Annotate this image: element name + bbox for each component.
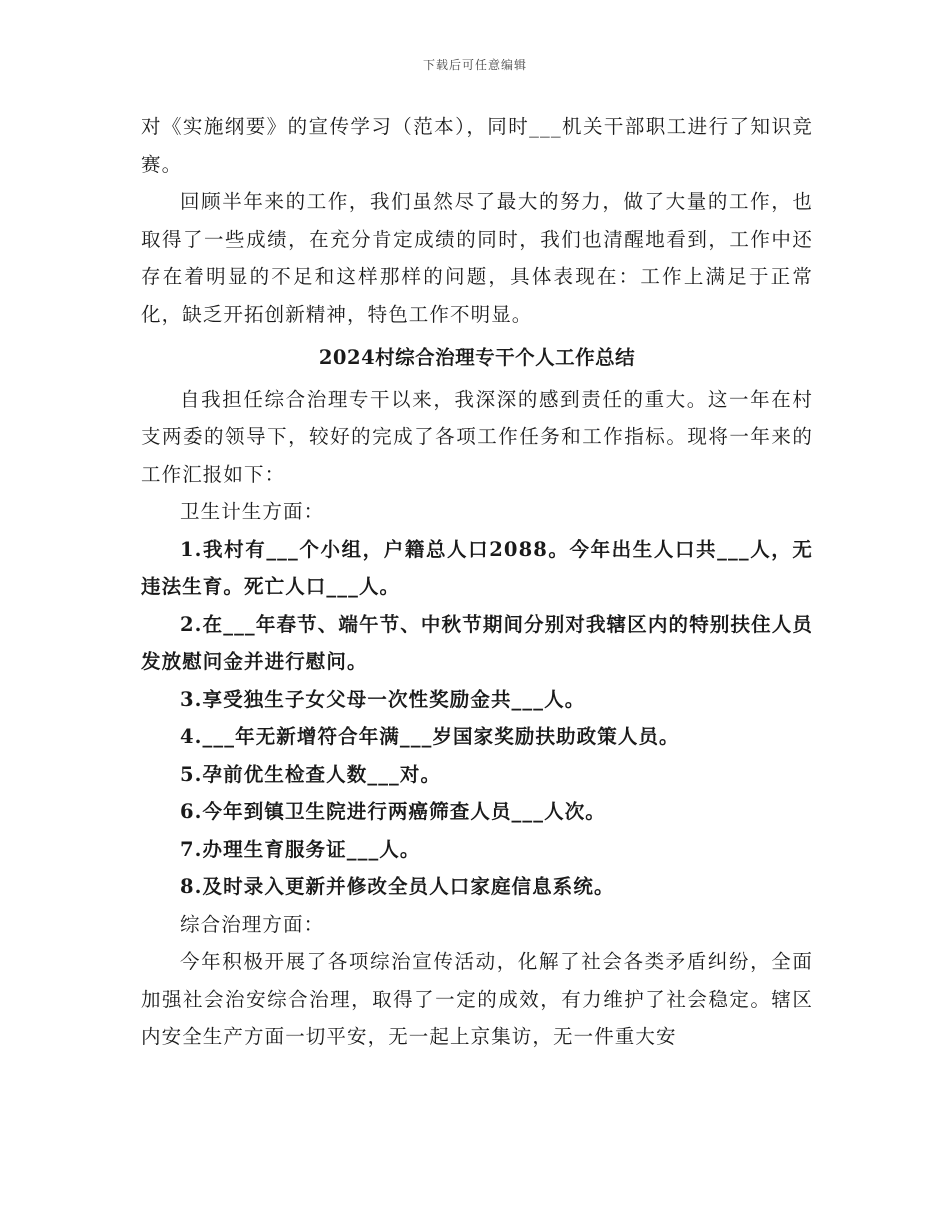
header-note: 下载后可任意编辑 [422, 58, 527, 72]
health-item: 3.享受独生子女父母一次性奖励金共___人。 [180, 687, 586, 711]
paragraph-intro: 自我担任综合治理专干以来，我深深的感到责任的重大。这一年在村支两委的领导下，较好的完成了各项工作任务和工作指标。现将一年来的工作汇报如下： [141, 387, 813, 486]
governance-heading: 综合治理方面： [180, 912, 325, 936]
health-item: 8.及时录入更新并修改全员人口家庭信息系统。 [180, 875, 615, 898]
paragraph-review: 回顾半年来的工作，我们虽然尽了最大的努力，做了大量的工作，也取得了一些成绩，在充分肯定成绩的同时，我们也清醒地看到，工作中还存在着明显的不足和这样那样的问题，具体表现在：工作上满足于正常化，缺乏开拓创新精神，特色工作不明显。 [141, 190, 813, 326]
health-heading: 卫生计生方面： [180, 500, 325, 523]
health-item: 1.我村有___个小组，户籍总人口2088。今年出生人口共___人，无违法生育。死亡人口___人。 [141, 537, 813, 598]
health-item: 6.今年到镇卫生院进行两癌筛查人员___人次。 [180, 800, 606, 823]
section-title: 2024村综合治理专干个人工作总结 [318, 346, 636, 369]
document-body [141, 108, 813, 1056]
health-item: 2.在___年春节、端午节、中秋节期间分别对我辖区内的特别扶住人员发放慰问金并进行慰问。 [141, 612, 813, 673]
health-item: 5.孕前优生检查人数___对。 [180, 762, 442, 786]
health-item: 7.办理生育服务证___人。 [180, 837, 421, 861]
paragraph-continuation: 对《实施纲要》的宣传学习（范本），同时___机关干部职工进行了知识竞赛。 [141, 115, 813, 176]
paragraph-governance: 今年积极开展了各项综治宣传活动，化解了社会各类矛盾纠纷，全面加强社会治安综合治理，取得了一定的成效，有力维护了社会稳定。辖区内安全生产方面一切平安，无一起上京集访，无一件重大安 [141, 950, 813, 1048]
health-item: 4.___年无新增符合年满___岁国家奖励扶助政策人员。 [180, 725, 680, 748]
